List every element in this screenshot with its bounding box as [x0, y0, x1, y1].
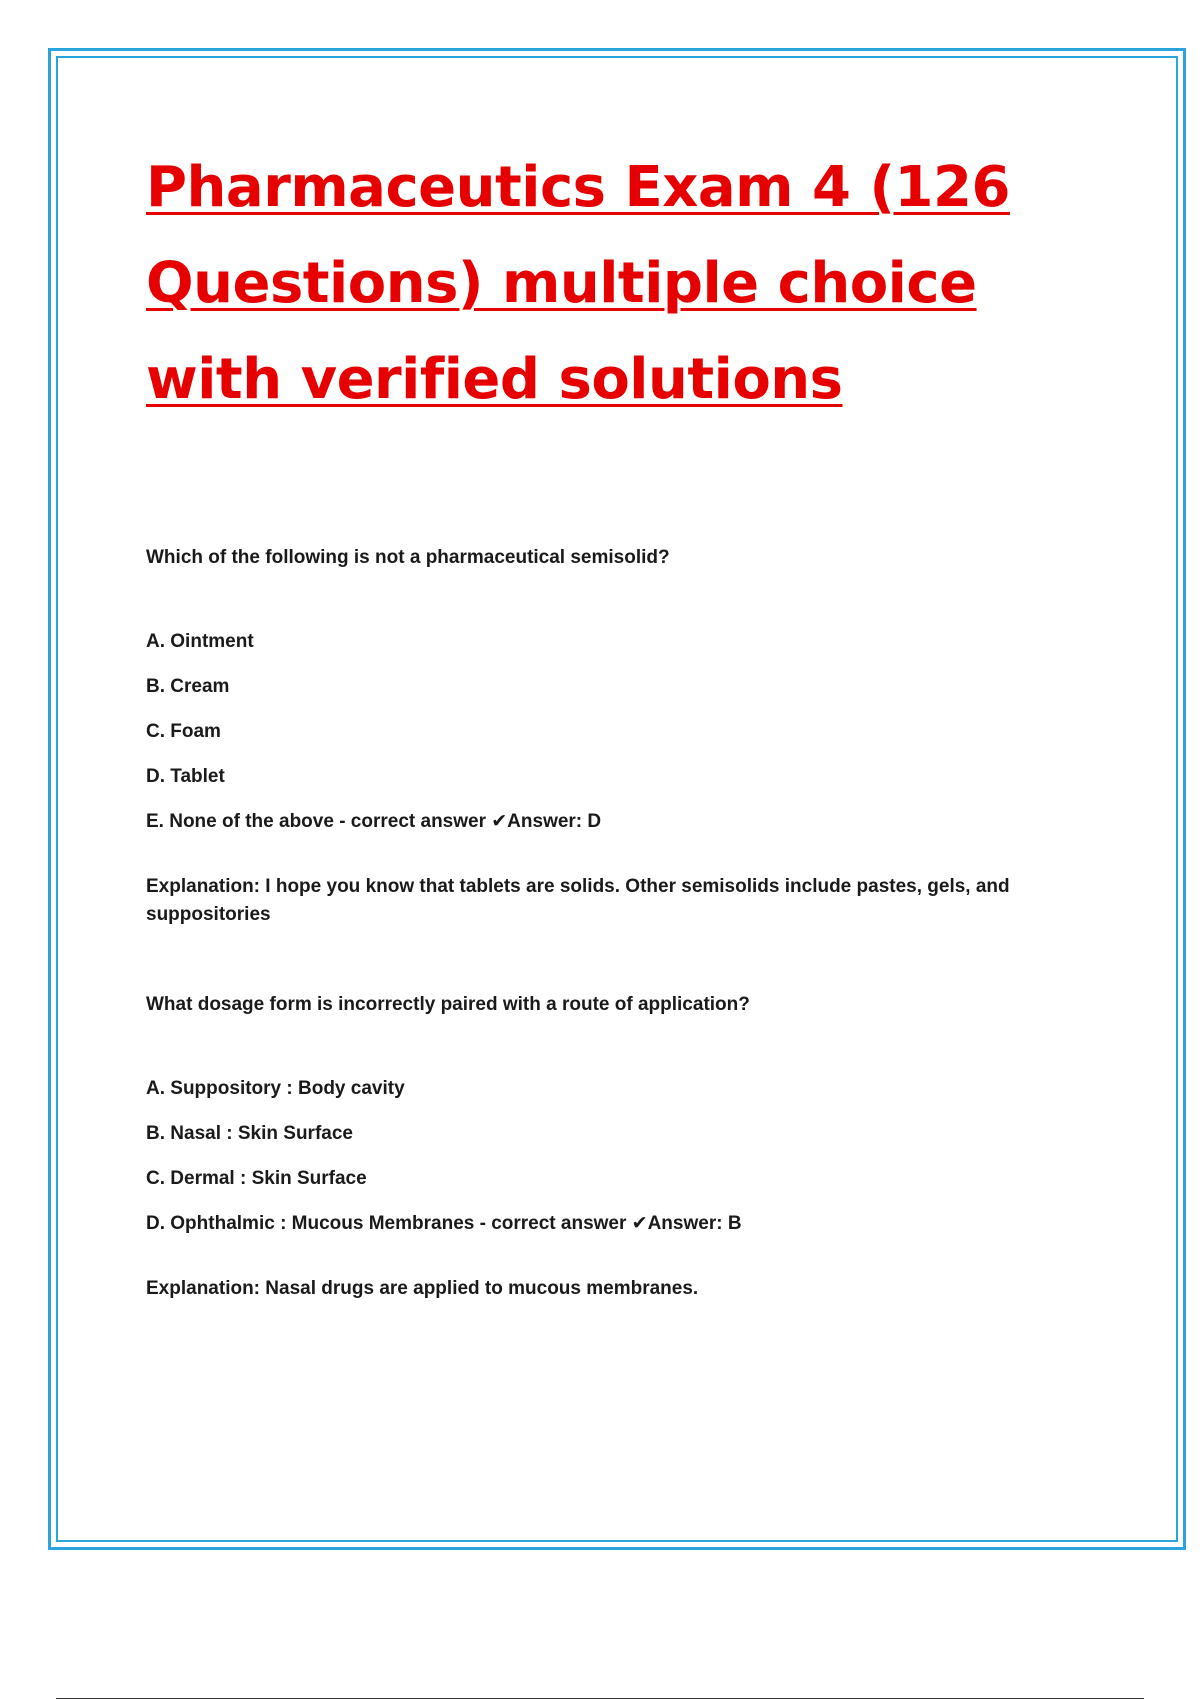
- explanation-text: Explanation: Nasal drugs are applied to mucous membranes.: [146, 1278, 699, 1299]
- option-a: A. Suppository : Body cavity: [146, 1078, 405, 1099]
- option-e: E. None of the above - correct answer ✔Answer: D: [146, 811, 602, 832]
- question-text: What dosage form is incorrectly paired with a route of application?: [146, 994, 750, 1015]
- option-d: D. Tablet: [146, 766, 225, 787]
- explanation-text: Explanation: I hope you know that tablets are solids. Other semisolids include pastes, gels, and suppositories: [146, 876, 1010, 925]
- document-content: [146, 140, 1076, 1303]
- option-c: C. Dermal : Skin Surface: [146, 1168, 367, 1189]
- footer-divider: [56, 1698, 1144, 1699]
- question-text: Which of the following is not a pharmaceutical semisolid?: [146, 547, 670, 568]
- question-block-2: [146, 991, 1076, 1303]
- option-a: A. Ointment: [146, 631, 254, 652]
- question-block-1: [146, 544, 1076, 929]
- option-c: C. Foam: [146, 721, 221, 742]
- answer-options: [146, 1075, 1076, 1238]
- option-d: D. Ophthalmic : Mucous Membranes - correct answer ✔Answer: B: [146, 1213, 742, 1234]
- answer-options: [146, 628, 1076, 836]
- option-b: B. Cream: [146, 676, 230, 697]
- document-title: Pharmaceutics Exam 4 (126 Questions) multiple choice with verified solutions: [146, 155, 1010, 412]
- option-b: B. Nasal : Skin Surface: [146, 1123, 353, 1144]
